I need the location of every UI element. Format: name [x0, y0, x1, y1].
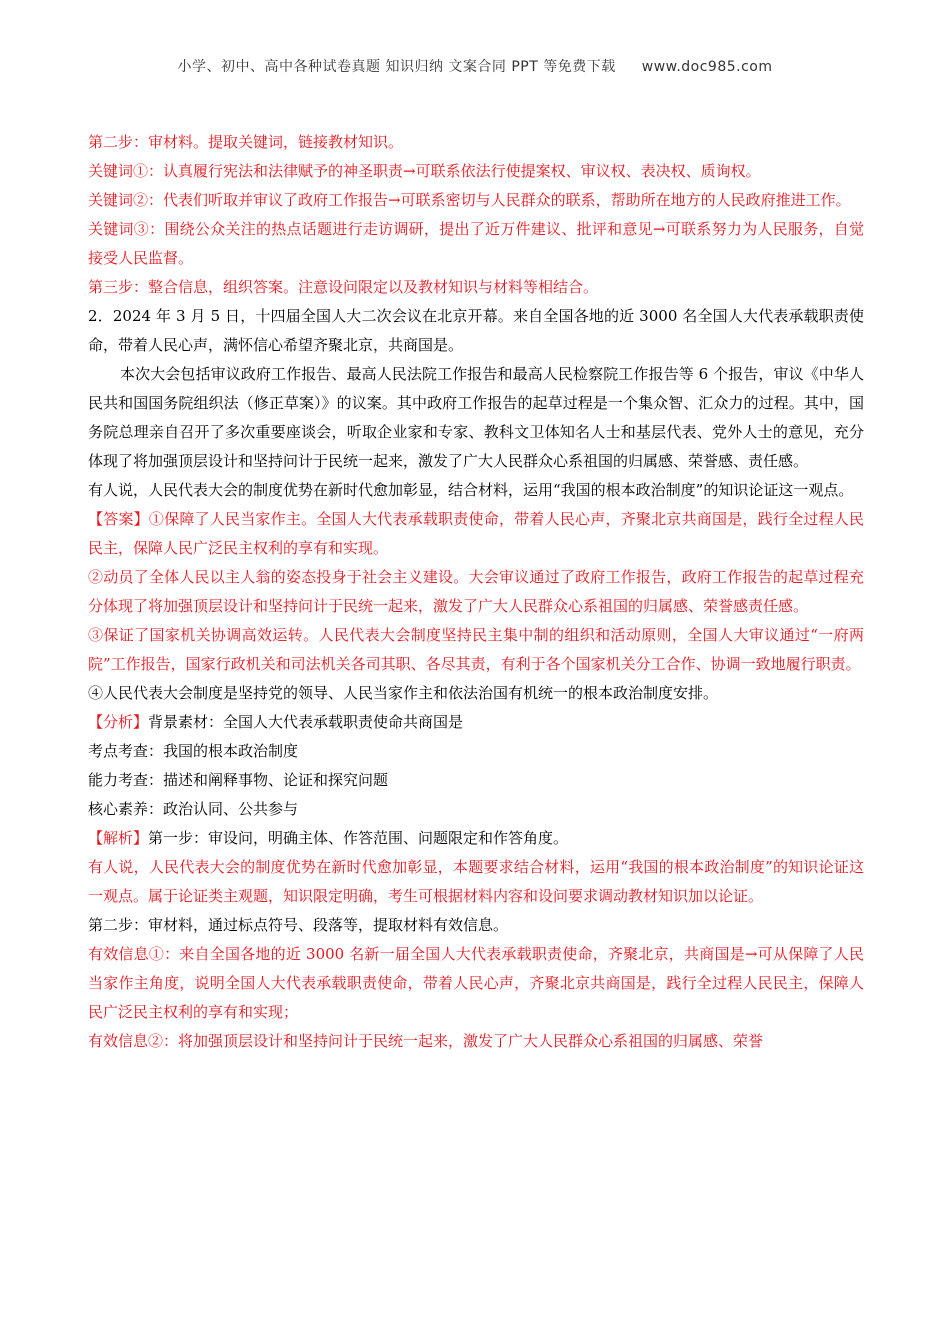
- question-2-intro: 2．2024 年 3 月 5 日，十四届全国人大二次会议在北京开幕。来自全国各地的近 3000 名全国人大代表承载职责使命，带着人民心声，满怀信心希望齐聚北京，共商国是。: [88, 307, 864, 354]
- analysis-key-point: 考点考查：我国的根本政治制度: [88, 742, 299, 760]
- step2-q1: 第二步：审材料。提取关键词，链接教材知识。: [88, 133, 404, 151]
- analysis-ability: 能力考查：描述和阐释事物、论证和探究问题: [88, 771, 389, 789]
- jiexi-step2: 第二步：审材料，通过标点符号、段落等，提取材料有效信息。: [88, 916, 509, 934]
- page-header: [0, 56, 950, 76]
- header-text: 小学、初中、高中各种试卷真题 知识归纳 文案合同 PPT 等免费下载: [177, 59, 616, 75]
- jiexi-paragraph-1: 有人说，人民代表大会的制度优势在新时代愈加彰显，本题要求结合材料，运用“我国的根本政治制度”的知识论证这一观点。属于论证类主观题，知识限定明确，考生可根据材料内容和设问要求调动教材知识加以论证。: [88, 858, 864, 905]
- answer-1: [88, 505, 864, 563]
- question-2-prompt: 有人说，人民代表大会的制度优势在新时代愈加彰显，结合材料，运用“我国的根本政治制度”的知识论证这一观点。: [88, 481, 854, 499]
- question-2-material: 本次大会包括审议政府工作报告、最高人民法院工作报告和最高人民检察院工作报告等 6 个报告，审议《中华人民共和国国务院组织法（修正草案）》的议案。其中政府工作报告的起草过程是一个集众智、汇众力的过程。其中，国务院总理亲自召开了多次重要座谈会，听取企业家和专家、教科文卫体知名人士和基层代表、党外人士的意见，充分体现了将加强顶层设计和坚持问计于民统一起来，激发了广大人民群众心系祖国的归属感、荣誉感、责任感。: [88, 365, 864, 470]
- step3-q1: 第三步：整合信息，组织答案。注意设问限定以及教材知识与材料等相结合。: [88, 278, 599, 296]
- effective-info-1: 有效信息①：来自全国各地的近 3000 名新一届全国人大代表承载职责使命，齐聚北京，共商国是→可从保障了人民当家作主角度，说明全国人大代表承载职责使命，带着人民心声，齐聚北京共商国是，践行全过程人民民主，保障人民广泛民主权利的享有和实现；: [88, 945, 864, 1021]
- jiexi-tag: 【解析】: [88, 829, 149, 847]
- effective-info-2: 有效信息②：将加强顶层设计和坚持问计于民统一起来，激发了广大人民群众心系祖国的归属感、荣誉: [88, 1032, 764, 1050]
- answer-2: ②动员了全体人民以主人翁的姿态投身于社会主义建设。大会审议通过了政府工作报告，政府工作报告的起草过程充分体现了将加强顶层设计和坚持问计于民统一起来，激发了广大人民群众心系祖国的归属感、荣誉感责任感。: [88, 568, 864, 615]
- answer-1-text: ①保障了人民当家作主。全国人大代表承载职责使命，带着人民心声，齐聚北京共商国是，践行全过程人民民主，保障人民广泛民主权利的享有和实现。: [88, 510, 864, 557]
- answer-3: ③保证了国家机关协调高效运转。人民代表大会制度坚持民主集中制的组织和活动原则，全国人大审议通过“一府两院”工作报告，国家行政机关和司法机关各司其职、各尽其责，有利于各个国家机关分工合作、协调一致地履行职责。: [88, 626, 864, 673]
- document-body: [88, 128, 864, 1056]
- keyword-3: 关键词③：围绕公众关注的热点话题进行走访调研，提出了近万件建议、批评和意见→可联系努力为人民服务，自觉接受人民监督。: [88, 220, 864, 267]
- keyword-1: 关键词①：认真履行宪法和法律赋予的神圣职责→可联系依法行使提案权、审议权、表决权、质询权。: [88, 162, 761, 180]
- answer-tag: 【答案】: [88, 510, 149, 528]
- jiexi-step1: [88, 824, 864, 853]
- header-site: www.doc985.com: [641, 59, 773, 75]
- analysis-tag: 【分析】: [88, 713, 149, 731]
- analysis-literacy: 核心素养：政治认同、公共参与: [88, 800, 299, 818]
- analysis-background: [88, 708, 864, 737]
- analysis-background-text: 背景素材：全国人大代表承载职责使命共商国是: [148, 713, 464, 731]
- jiexi-step1-text: 第一步：审设问，明确主体、作答范围、问题限定和作答角度。: [148, 829, 569, 847]
- keyword-2: 关键词②：代表们听取并审议了政府工作报告→可联系密切与人民群众的联系，帮助所在地方的人民政府推进工作。: [88, 191, 851, 209]
- answer-4: ④人民代表大会制度是坚持党的领导、人民当家作主和依法治国有机统一的根本政治制度安排。: [88, 684, 719, 702]
